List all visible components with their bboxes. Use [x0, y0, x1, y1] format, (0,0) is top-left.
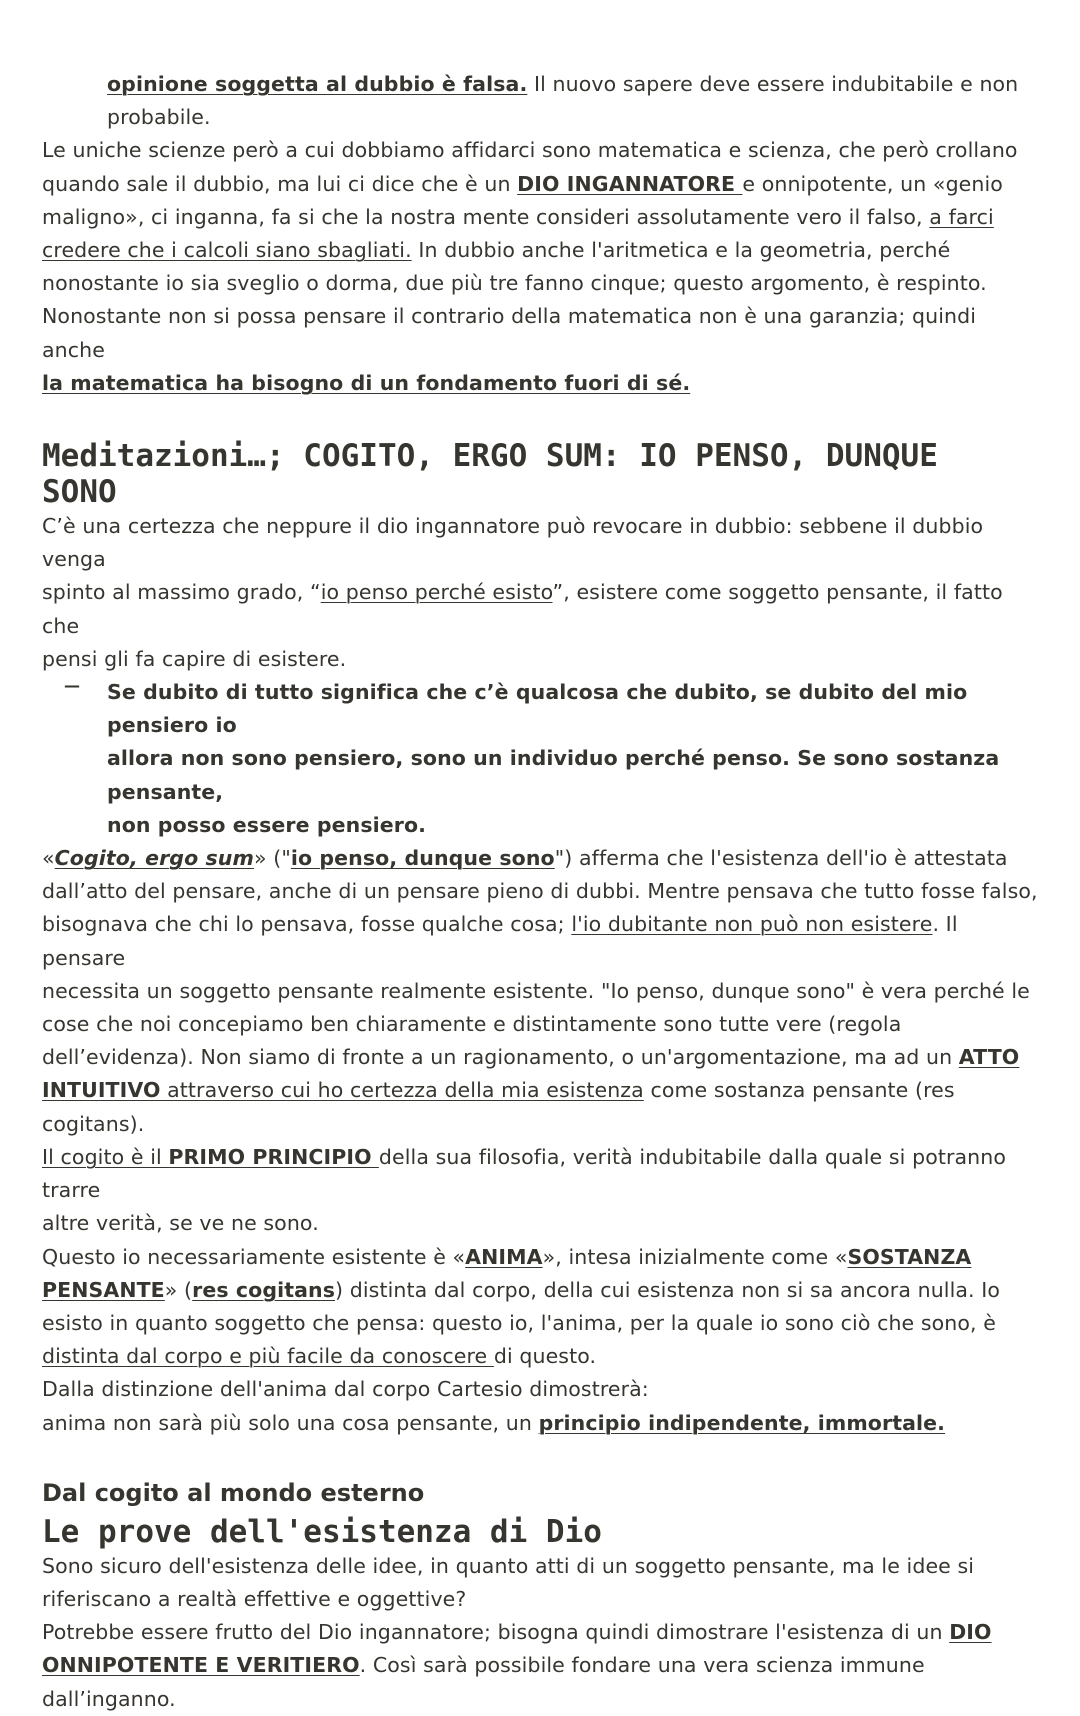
heading-line: Meditazioni…; COGITO, ERGO SUM: IO PENSO, DUNQUE — [42, 438, 938, 475]
text-span: Potrebbe essere frutto del Dio ingannatore; bisogna quindi dimostrare l'esistenza di un — [42, 1620, 950, 1645]
list-item — [42, 676, 1042, 842]
emphasis-text: res cogitans — [192, 1277, 336, 1302]
underlined-text: attraverso cui ho certezza della mia esistenza — [160, 1078, 644, 1103]
text-span: dell’evidenza). Non siamo di fronte a un ragionamento, o un'argomentazione, ma ad un — [42, 1045, 959, 1070]
text-line — [42, 201, 1042, 234]
text-line — [42, 234, 1042, 267]
text-line — [42, 1141, 1042, 1207]
text-line: cogitans). — [42, 1111, 145, 1136]
text-span: » (" — [253, 846, 291, 871]
text-line: esisto in quanto soggetto che pensa: questo io, l'anima, per la quale io sono ciò che sono, è — [42, 1310, 996, 1335]
emphasis-text: ANIMA — [465, 1244, 543, 1269]
text-span: maligno», ci inganna, fa si che la nostra mente consideri assolutamente vero il falso, — [42, 204, 930, 229]
text-line: Nonostante non si possa pensare il contrario della matematica non è una garanzia; quindi anche — [42, 304, 977, 362]
paragraph-cogito-ergo-sum — [42, 842, 1042, 1141]
text-line: allora non sono pensiero, sono un individuo perché penso. Se sono sostanza pensante, — [107, 746, 1000, 804]
text-line — [42, 842, 1042, 875]
emphasis-text: PRIMO PRINCIPIO — [168, 1144, 379, 1169]
text-span: quando sale il dubbio, ma lui ci dice che è un — [42, 171, 518, 196]
text-span: come sostanza pensante (res — [643, 1078, 955, 1103]
text-span: », intesa inizialmente come « — [542, 1244, 848, 1269]
text-line — [42, 1041, 1042, 1074]
text-span: ) distinta dal corpo, della cui esistenza non si sa ancora nulla. Io — [335, 1277, 1001, 1302]
paragraph-prove — [42, 1550, 1042, 1716]
underlined-text: l'io dubitante non può non esistere — [571, 912, 933, 937]
text-line: cose che noi concepiamo ben chiaramente e distintamente sono tutte vere (regola — [42, 1012, 902, 1037]
text-span: Questo io necessariamente esistente è « — [42, 1244, 466, 1269]
emphasis-text: PENSANTE — [42, 1277, 165, 1302]
paragraph-opinione — [42, 68, 1042, 134]
text-line — [42, 908, 1042, 974]
underlined-text: a farci — [929, 204, 994, 229]
text-line: Dalla distinzione dell'anima dal corpo Cartesio dimostrerà: — [42, 1377, 649, 1402]
underlined-text: credere che i calcoli siano sbagliati. — [42, 238, 412, 263]
text-span: ”, esistere come soggetto pensante, il fatto che — [42, 580, 1003, 638]
emphasis-text: DIO INGANNATORE — [517, 171, 743, 196]
text-span: . Così sarà possibile fondare una vera scienza immune dall’inganno. — [42, 1653, 925, 1711]
heading-cogito — [42, 438, 1042, 510]
text-line: nonostante io sia sveglio o dorma, due più tre fanno cinque; questo argomento, è respinto. — [42, 271, 987, 296]
underlined-text: Il cogito è il — [42, 1144, 169, 1169]
bullet-dash: — — [64, 676, 80, 696]
text-line: C’è una certezza che neppure il dio ingannatore può revocare in dubbio: sebbene il dubbio venga — [42, 514, 984, 572]
text-line: Se dubito di tutto significa che c’è qualcosa che dubito, se dubito del mio pensiero io — [107, 680, 968, 738]
heading-mondo-esterno: Dal cogito al mondo esterno — [42, 1478, 425, 1507]
emphasis-text: INTUITIVO — [42, 1078, 161, 1103]
text-line — [42, 168, 1042, 201]
text-line — [42, 1407, 1042, 1440]
text-line — [42, 1649, 1042, 1715]
text-line: Sono sicuro dell'esistenza delle idee, in quanto atti di un soggetto pensante, ma le idee si — [42, 1553, 975, 1578]
paragraph-dio-ingannatore — [42, 134, 1042, 400]
emphasis-text: ONNIPOTENTE E VERITIERO — [42, 1653, 360, 1678]
text-line: dall’atto del pensare, anche di un pensare pieno di dubbi. Mentre pensava che tutto fosse falso, — [42, 879, 1038, 904]
heading-line: SONO — [42, 474, 117, 511]
text-span: In dubbio anche l'aritmetica e la geometria, perché — [411, 238, 951, 263]
text-line — [42, 68, 1042, 101]
emphasis-text: SOSTANZA — [847, 1244, 972, 1269]
text-line: non posso essere pensiero. — [107, 812, 427, 837]
text-line: Le uniche scienze però a cui dobbiamo affidarci sono matematica e scienza, che però crollano — [42, 138, 1018, 163]
text-line — [42, 1340, 1042, 1373]
text-line — [42, 1241, 1042, 1274]
text-line — [42, 576, 1042, 642]
text-line: altre verità, se ve ne sono. — [42, 1211, 319, 1236]
text-span: . Il pensare — [42, 912, 958, 970]
emphasis-text: io penso, dunque sono — [290, 846, 555, 871]
text-span: anima non sarà più solo una cosa pensante, un — [42, 1410, 539, 1435]
text-span: ") afferma che l'esistenza dell'io è attestata — [554, 846, 1008, 871]
emphasis-text: principio indipendente, immortale. — [538, 1410, 946, 1435]
text-line — [42, 1274, 1042, 1307]
text-line — [42, 367, 1042, 400]
text-span: di questo. — [493, 1344, 597, 1369]
emphasis-text: Cogito, ergo sum — [54, 846, 254, 871]
emphasis-text: la matematica ha bisogno di un fondamento fuori di sé. — [42, 370, 691, 395]
document-page — [42, 68, 1042, 1716]
underlined-text: io penso perché esisto — [320, 580, 553, 605]
emphasis-text: opinione soggetta al dubbio è falsa. — [107, 72, 528, 96]
text-span: spinto al massimo grado, “ — [42, 580, 321, 605]
text-span: bisognava che chi lo pensava, fosse qualche cosa; — [42, 912, 572, 937]
paragraph-anima — [42, 1241, 1042, 1440]
text-span: Il nuovo sapere deve essere indubitabile e non — [527, 72, 1019, 96]
text-line: riferiscano a realtà effettive e oggettive? — [42, 1586, 467, 1611]
text-span: della sua filosofia, verità indubitabile dalla quale si potranno trarre — [42, 1144, 1006, 1203]
text-line: necessita un soggetto pensante realmente esistente. "Io penso, dunque sono" è vera perché le — [42, 978, 1030, 1003]
text-line: probabile. — [107, 105, 211, 130]
text-span: « — [42, 846, 55, 871]
emphasis-text: DIO — [949, 1620, 992, 1645]
text-span: e onnipotente, un «genio — [742, 171, 1003, 196]
text-line — [42, 1616, 1042, 1649]
paragraph-primo-principio — [42, 1141, 1042, 1241]
text-line: pensi gli fa capire di esistere. — [42, 646, 347, 671]
heading-prove-dio: Le prove dell'esistenza di Dio — [42, 1513, 602, 1550]
emphasis-text: ATTO — [958, 1045, 1020, 1070]
paragraph-certezza — [42, 510, 1042, 676]
text-span: » ( — [164, 1277, 193, 1302]
underlined-text: distinta dal corpo e più facile da conoscere — [42, 1344, 494, 1369]
text-line — [42, 1074, 1042, 1107]
